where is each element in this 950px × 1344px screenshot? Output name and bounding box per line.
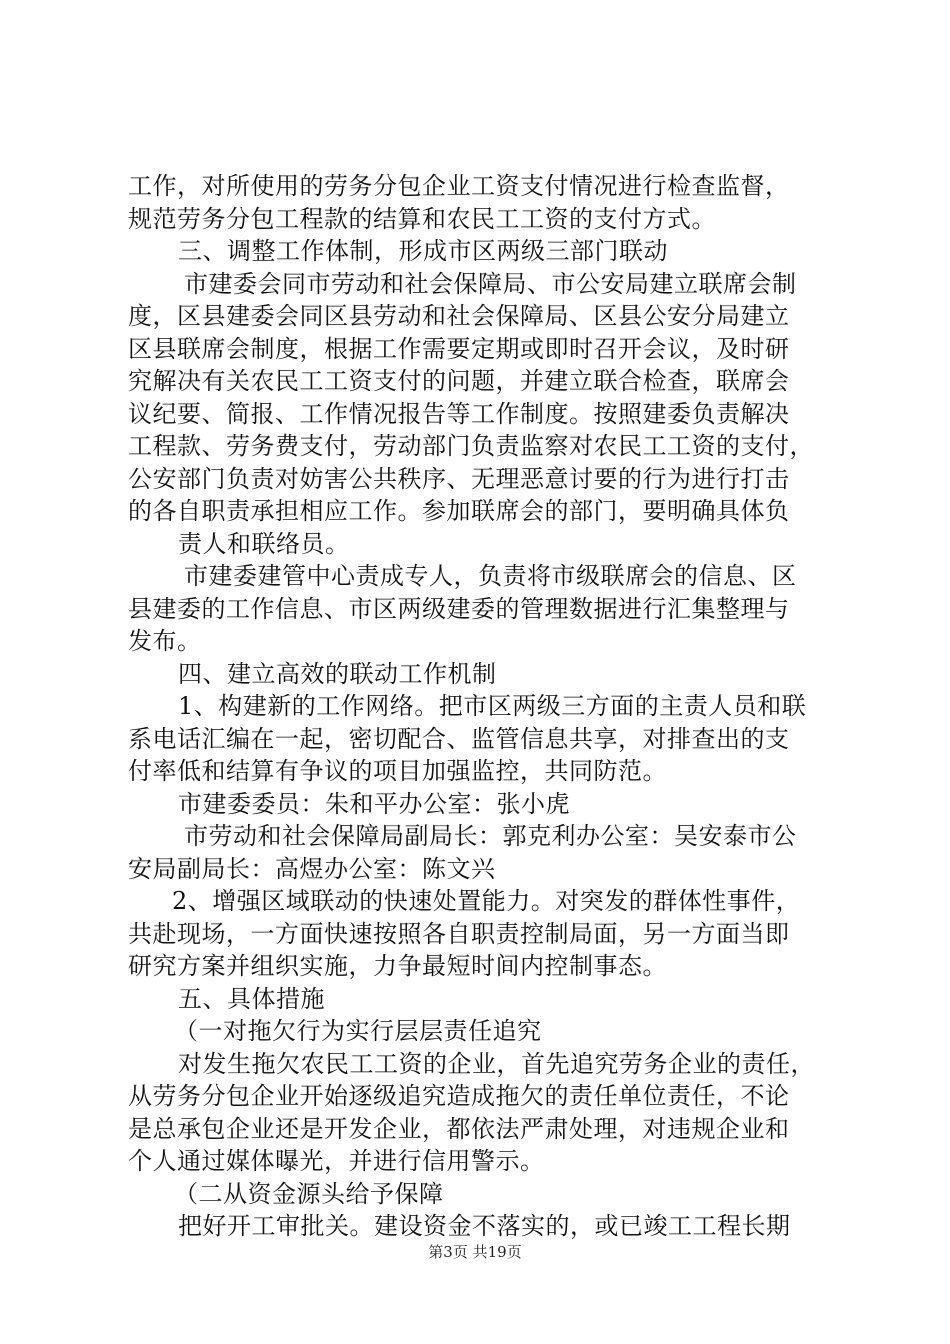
text-line: 区县联席会制度，根据工作需要定期或即时召开会议，及时研	[128, 334, 790, 363]
text-line: 市建委会同市劳动和社会保障局、市公安局建立联席会制	[184, 269, 797, 298]
text-line: 1、构建新的工作网络。把市区两级三方面的主责人员和联	[178, 692, 807, 720]
text-line: 责人和联络员。	[178, 529, 350, 558]
subsection-heading: （一对拖欠行为实行层层责任追究	[174, 1017, 542, 1045]
text-line: 2、增强区域联动的快速处置能力。对突发的群体性事件，	[172, 887, 801, 915]
text-line: 市建委建管中心责成专人，负责将市级联席会的信息、区	[184, 562, 797, 590]
text-line: 把好开工审批关。建设资金不落实的，或已竣工工程长期	[178, 1212, 791, 1240]
document-body	[128, 170, 828, 1243]
text-line: 共赴现场，一方面快速按照各自职责控制局面，另一方面当即	[128, 919, 790, 948]
text-line: 研究方案并组织实施，力争最短时间内控制事态。	[128, 952, 667, 980]
text-line: 公安部门负责对妨害公共秩序、无理恶意讨要的行为进行打击	[128, 464, 790, 493]
page-number-label: 第3页 共19页	[428, 1243, 522, 1261]
text-line: 县建委的工作信息、市区两级建委的管理数据进行汇集整理与	[128, 594, 790, 623]
text-line: 从劳务分包企业开始逐级追究造成拖欠的责任单位责任，不论	[128, 1082, 790, 1110]
text-line: 付率低和结算有争议的项目加强监控，共同防范。	[128, 757, 667, 785]
text-line: 是总承包企业还是开发企业，都依法严肃处理，对违规企业和	[128, 1114, 790, 1143]
text-line: 系电话汇编在一起，密切配合、监管信息共享，对排查出的支	[128, 724, 790, 753]
text-line: 的各自职责承担相应工作。参加联席会的部门，要明确具体负	[128, 497, 790, 525]
page-footer	[0, 1242, 950, 1262]
section-heading: 四、建立高效的联动工作机制	[178, 659, 497, 688]
text-line: 个人通过媒体曝光，并进行信用警示。	[128, 1147, 545, 1175]
text-line: 度，区县建委会同区县劳动和社会保障局、区县公安分局建立	[128, 302, 790, 330]
text-line: 市建委委员：朱和平办公室：张小虎	[178, 789, 570, 818]
text-line: 市劳动和社会保障局副局长：郭克利办公室：吴安泰市公	[184, 822, 797, 850]
text-line: 议纪要、简报、工作情况报告等工作制度。按照建委负责解决	[128, 399, 790, 428]
subsection-heading: （二从资金源头给予保障	[174, 1179, 444, 1208]
section-heading: 五、具体措施	[178, 984, 325, 1013]
text-line: 工程款、劳务费支付，劳动部门负责监察对农民工工资的支付，	[128, 432, 814, 460]
text-line: 究解决有关农民工工资支付的问题，并建立联合检查，联席会	[128, 367, 790, 395]
text-line: 安局副局长：高煜办公室：陈文兴	[128, 854, 496, 883]
text-line: 工作，对所使用的劳务分包企业工资支付情况进行检查监督，	[128, 172, 790, 200]
text-line: 规范劳务分包工程款的结算和农民工工资的支付方式。	[128, 204, 716, 233]
text-line: 对发生拖欠农民工工资的企业，首先追究劳务企业的责任，	[178, 1049, 815, 1078]
text-line: 发布。	[128, 627, 202, 655]
section-heading: 三、调整工作体制，形成市区两级三部门联动	[178, 237, 668, 265]
